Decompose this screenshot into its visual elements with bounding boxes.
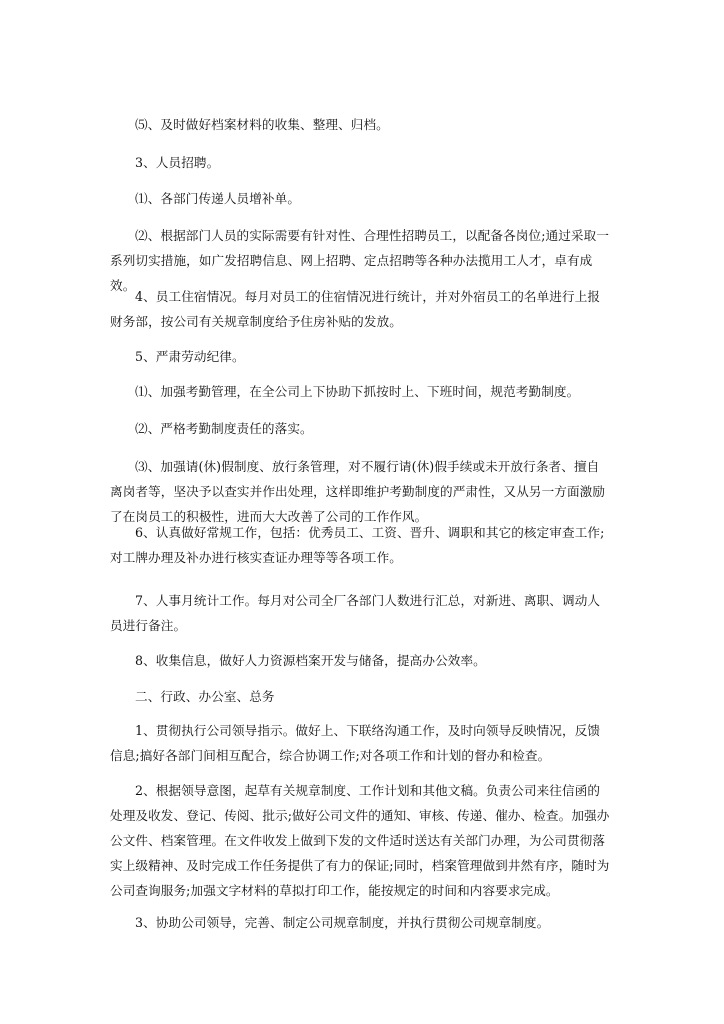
paragraph-attendance-management: ⑴、加强考勤管理，在全公司上下协助下抓按时上、下班时间，规范考勤制度。 [135, 384, 580, 399]
paragraph-leave-management: ⑶、加强请(休)假制度、放行条管理，对不履行请(休)假手续或未开放行条者、擅自离岗者等，坚决予以查实并作出处理，这样即维护考勤制度的严肃性，又从另一方面激励了在岗员工的积极性，进而大大改善了公司的工作作风。 [110, 459, 606, 524]
paragraph-accommodation: 4、员工住宿情况。每月对员工的住宿情况进行统计，并对外宿员工的名单进行上报财务部，按公司有关规章制度给予住房补贴的发放。 [110, 289, 601, 329]
paragraph-hr-archives: 8、收集信息，做好人力资源档案开发与储备，提高办公效率。 [135, 653, 486, 668]
heading-labor-discipline: 5、严肃劳动纪律。 [135, 349, 245, 364]
paragraph-targeted-hiring: ⑵、根据部门人员的实际需要有针对性、合理性招聘员工，以配备各岗位;通过采取一系列切实措施，如广发招聘信息、网上招聘、定点招聘等各种办法揽用工人才，卓有成效。 [110, 228, 610, 293]
section-heading-administration: 二、行政、办公室、总务 [135, 689, 275, 704]
paragraph-monthly-statistics: 7、人事月统计工作。每月对公司全厂各部门人数进行汇总，对新进、离职、调动人员进行备注。 [110, 593, 601, 633]
paragraph-leadership-instructions: 1、贯彻执行公司领导指示。做好上、下联络沟通工作，及时向领导反映情况，反馈信息;搞好各部门间相互配合，综合协调工作;对各项工作和计划的督办和检查。 [110, 723, 601, 763]
paragraph-company-regulations: 3、协助公司领导，完善、制定公司规章制度，并执行贯彻公司规章制度。 [135, 915, 550, 930]
paragraph-archive-materials: ⑸、及时做好档案材料的收集、整理、归档。 [135, 117, 389, 132]
heading-recruitment: 3、人员招聘。 [135, 155, 220, 170]
paragraph-attendance-responsibility: ⑵、严格考勤制度责任的落实。 [135, 421, 313, 436]
paragraph-routine-work: 6、认真做好常规工作，包括：优秀员工、工资、晋升、调职和其它的核定审查工作;对工牌办理及补办进行核实查证办理等等各项工作。 [110, 525, 605, 565]
paragraph-staffing-request: ⑴、各部门传递人员增补单。 [135, 191, 301, 206]
paragraph-document-drafting: 2、根据领导意图，起草有关规章制度、工作计划和其他文稿。负责公司来往信函的处理及收发、登记、传阅、批示;做好公司文件的通知、审核、传递、催办、检查。加强办公文件、档案管理。在文件收发上做到下发的文件适时送达有关部门办理，为公司贯彻落实上级精神、及时完成工作任务提供了有力的保证;同时，档案管理做到井然有序，随时为公司查询服务;加强文字材料的草拟打印工作，能按规定的时间和内容要求完成。 [110, 783, 610, 898]
